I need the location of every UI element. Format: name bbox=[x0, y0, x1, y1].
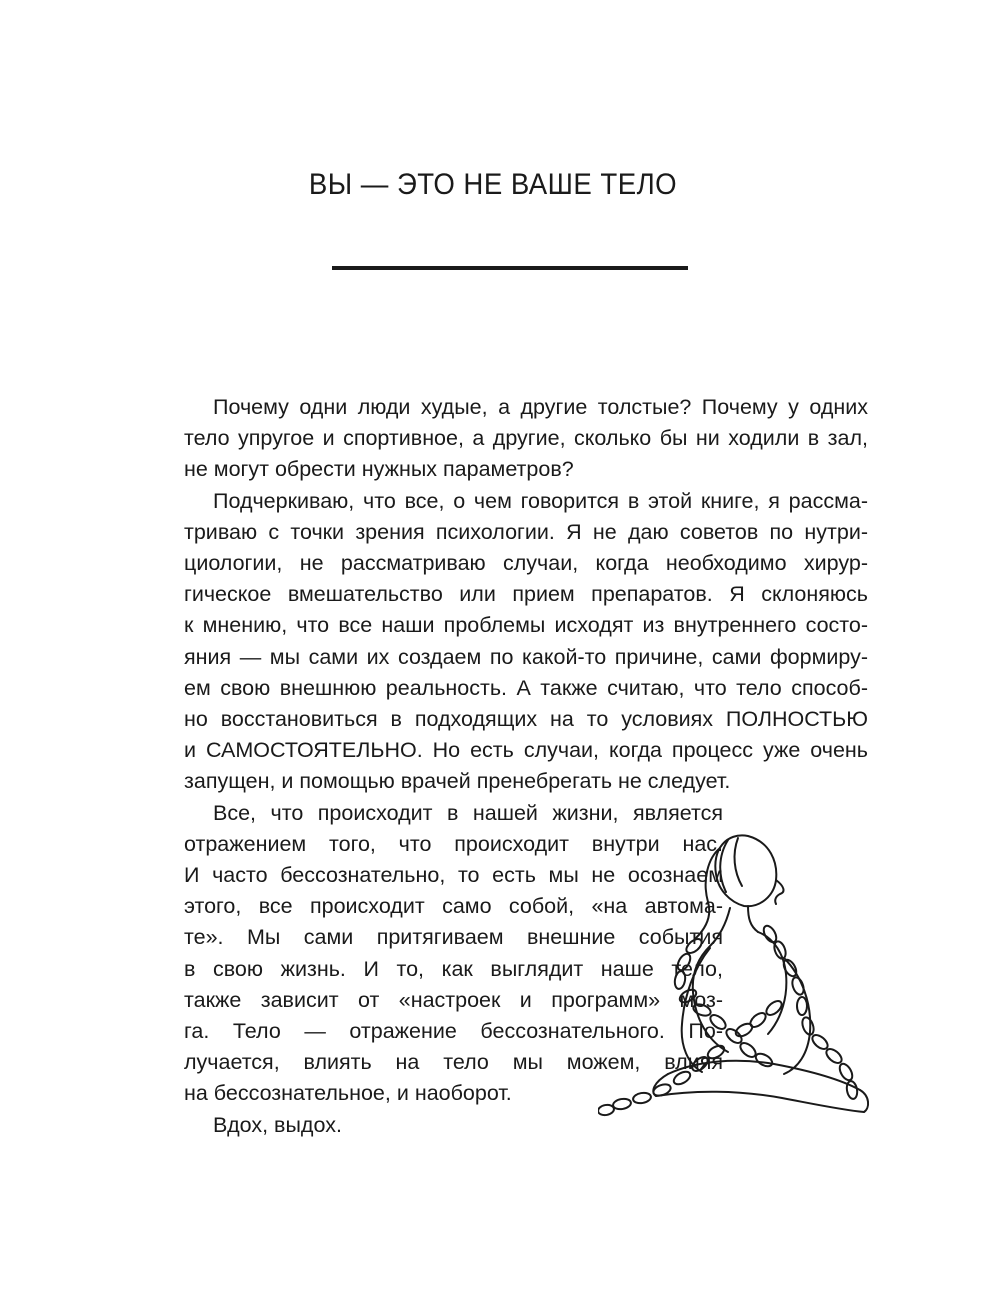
text-line: циологии, не рассматриваю случаи, когда необходимо хирур- bbox=[184, 551, 868, 576]
torso-front bbox=[758, 932, 786, 1034]
woman-in-chains-illustration bbox=[598, 828, 870, 1128]
right-arm bbox=[784, 958, 810, 1074]
text-line: к мнению, что все наши проблемы исходят из внутреннего состо- bbox=[184, 613, 868, 638]
text-line: лучается, влиять на тело мы можем, влияя bbox=[184, 1050, 723, 1075]
hair-strand bbox=[720, 840, 728, 892]
knee-right bbox=[860, 1090, 868, 1112]
text-line: этого, все происходит само собой, «на автома- bbox=[184, 894, 723, 919]
back-outline bbox=[693, 908, 730, 1052]
text-line: отражением того, что происходит внутри нас. bbox=[184, 831, 723, 856]
text-line: запущен, и помощью врачей пренебрегать не следует. bbox=[184, 769, 731, 794]
text-line: триваю с точки зрения психологии. Я не даю советов по нутри- bbox=[184, 519, 868, 544]
text-line: тело упругое и спортивное, а другие, сколько бы ни ходили в зал, bbox=[184, 426, 868, 451]
text-line: не могут обрести нужных параметров? bbox=[184, 457, 574, 482]
paragraph-2 bbox=[155, 486, 868, 798]
chapter-title: ВЫ — ЭТО НЕ ВАШЕ ТЕЛО bbox=[308, 168, 678, 201]
text-line: Все, что происходит в нашей жизни, является bbox=[213, 800, 723, 825]
text-line: на бессознательное, и наоборот. bbox=[184, 1081, 512, 1106]
text-line: Вдох, выдох. bbox=[213, 1112, 342, 1137]
text-line: в свою жизнь. И то, как выглядит наше тело, bbox=[184, 956, 723, 981]
paragraph-1 bbox=[155, 392, 868, 486]
chain-links bbox=[598, 924, 858, 1117]
text-line: гическое вмешательство или прием препаратов. Я склоняюсь bbox=[184, 582, 868, 607]
text-line: ем свою внешнюю реальность. А также считаю, что тело способ- bbox=[184, 675, 868, 700]
text-line: И часто бессознательно, то есть мы не осознаем bbox=[184, 863, 723, 888]
text-line: яния — мы сами их создаем по какой-то причине, сами формиру- bbox=[184, 644, 868, 669]
text-line: также зависит от «настроек и программ» моз- bbox=[184, 987, 723, 1012]
neck bbox=[748, 906, 758, 932]
face-profile bbox=[775, 880, 783, 904]
legs-bottom bbox=[656, 1092, 864, 1112]
title-underline bbox=[332, 266, 688, 270]
text-line: те». Мы сами притягиваем внешние события bbox=[184, 925, 723, 950]
text-line: и САМОСТОЯТЕЛЬНО. Но есть случаи, когда процесс уже очень bbox=[184, 738, 868, 763]
text-line: га. Тело — отражение бессознательного. По- bbox=[184, 1019, 723, 1044]
hair-strand bbox=[735, 838, 742, 886]
text-line: Подчеркиваю, что все, о чем говорится в этой книге, я рассма- bbox=[213, 488, 868, 513]
illustration-svg bbox=[598, 828, 870, 1128]
text-line: Почему одни люди худые, а другие толстые? Почему у одних bbox=[213, 395, 868, 419]
text-line: но восстановиться в подходящих на то условиях ПОЛНОСТЬЮ bbox=[184, 707, 868, 732]
